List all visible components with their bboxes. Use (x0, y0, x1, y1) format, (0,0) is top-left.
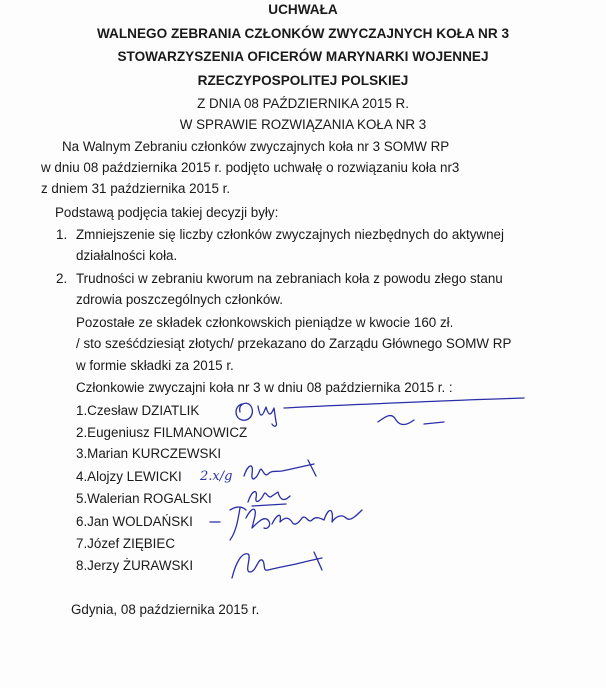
heading-line-3: STOWARZYSZENIA OFICERÓW MARYNARKI WOJENNEJ (117, 49, 489, 64)
signature-dziatlik (228, 392, 528, 442)
intro-line-2: w dniu 08 października 2015 r. podjęto uchwałę o rozwiązaniu koła nr3 (41, 160, 460, 175)
signature-zurawski (226, 548, 330, 584)
funds-line-2: / sto sześćdziesiąt złotych/ przekazano do Zarządu Głównego SOMW RP (76, 336, 512, 351)
intro-line-3: z dniem 31 października 2015 r. (41, 181, 231, 196)
reason-number: 2. (56, 271, 68, 286)
member-row: 3.Marian KURCZEWSKI (76, 446, 222, 461)
doc-type-heading: UCHWAŁA (268, 2, 338, 17)
member-row: 2.Eugeniusz FILMANOWICZ (76, 425, 248, 440)
reasons-lead: Podstawą podjęcia takiej decyzji były: (55, 205, 279, 220)
member-row: 8.Jerzy ŻURAWSKI (76, 558, 194, 573)
svg-text:2.x/g: 2.x/g (200, 469, 233, 484)
member-row: 1.Czesław DZIATLIK (76, 403, 200, 418)
members-lead: Członkowie zwyczajni koła nr 3 w dniu 08 października 2015 r. : (76, 380, 453, 395)
place-date: Gdynia, 08 października 2015 r. (71, 602, 260, 617)
subject-line: W SPRAWIE ROZWIĄZANIA KOŁA NR 3 (179, 117, 427, 132)
member-row: 6.Jan WOLDAŃSKI (76, 514, 193, 529)
heading-line-2: WALNEGO ZEBRANIA CZŁONKÓW ZWYCZAJNYCH KOŁA NR 3 (96, 26, 510, 41)
member-row: 4.Alojzy LEWICKI (76, 469, 182, 484)
reason-2-line-2: zdrowia poszczególnych członków. (76, 292, 283, 307)
date-line: Z DNIA 08 PAŹDZIERNIKA 2015 R. (197, 96, 409, 111)
reason-1-line-2: działalności koła. (76, 248, 178, 263)
heading-line-4: RZECZYPOSPOLITEJ POLSKIEJ (197, 73, 409, 88)
funds-line-3: w formie składki za 2015 r. (76, 358, 234, 373)
member-row: 7.Józef ZIĘBIEC (76, 536, 176, 551)
signature-woldanski (206, 498, 372, 544)
reason-1-line-1: Zmniejszenie się liczby członków zwyczajnych niezbędnych do aktywnej (76, 227, 504, 242)
reason-2-line-1: Trudności w zebraniu kworum na zebraniach koła z powodu złego stanu (76, 271, 503, 286)
reason-number: 1. (56, 227, 68, 242)
intro-line-1: Na Walnym Zebraniu członków zwyczajnych koła nr 3 SOMW RP (62, 139, 450, 154)
member-row: 5.Walerian ROGALSKI (76, 491, 212, 506)
funds-line-1: Pozostałe ze składek członkowskich pieniądze w kwocie 160 zł. (76, 315, 454, 330)
